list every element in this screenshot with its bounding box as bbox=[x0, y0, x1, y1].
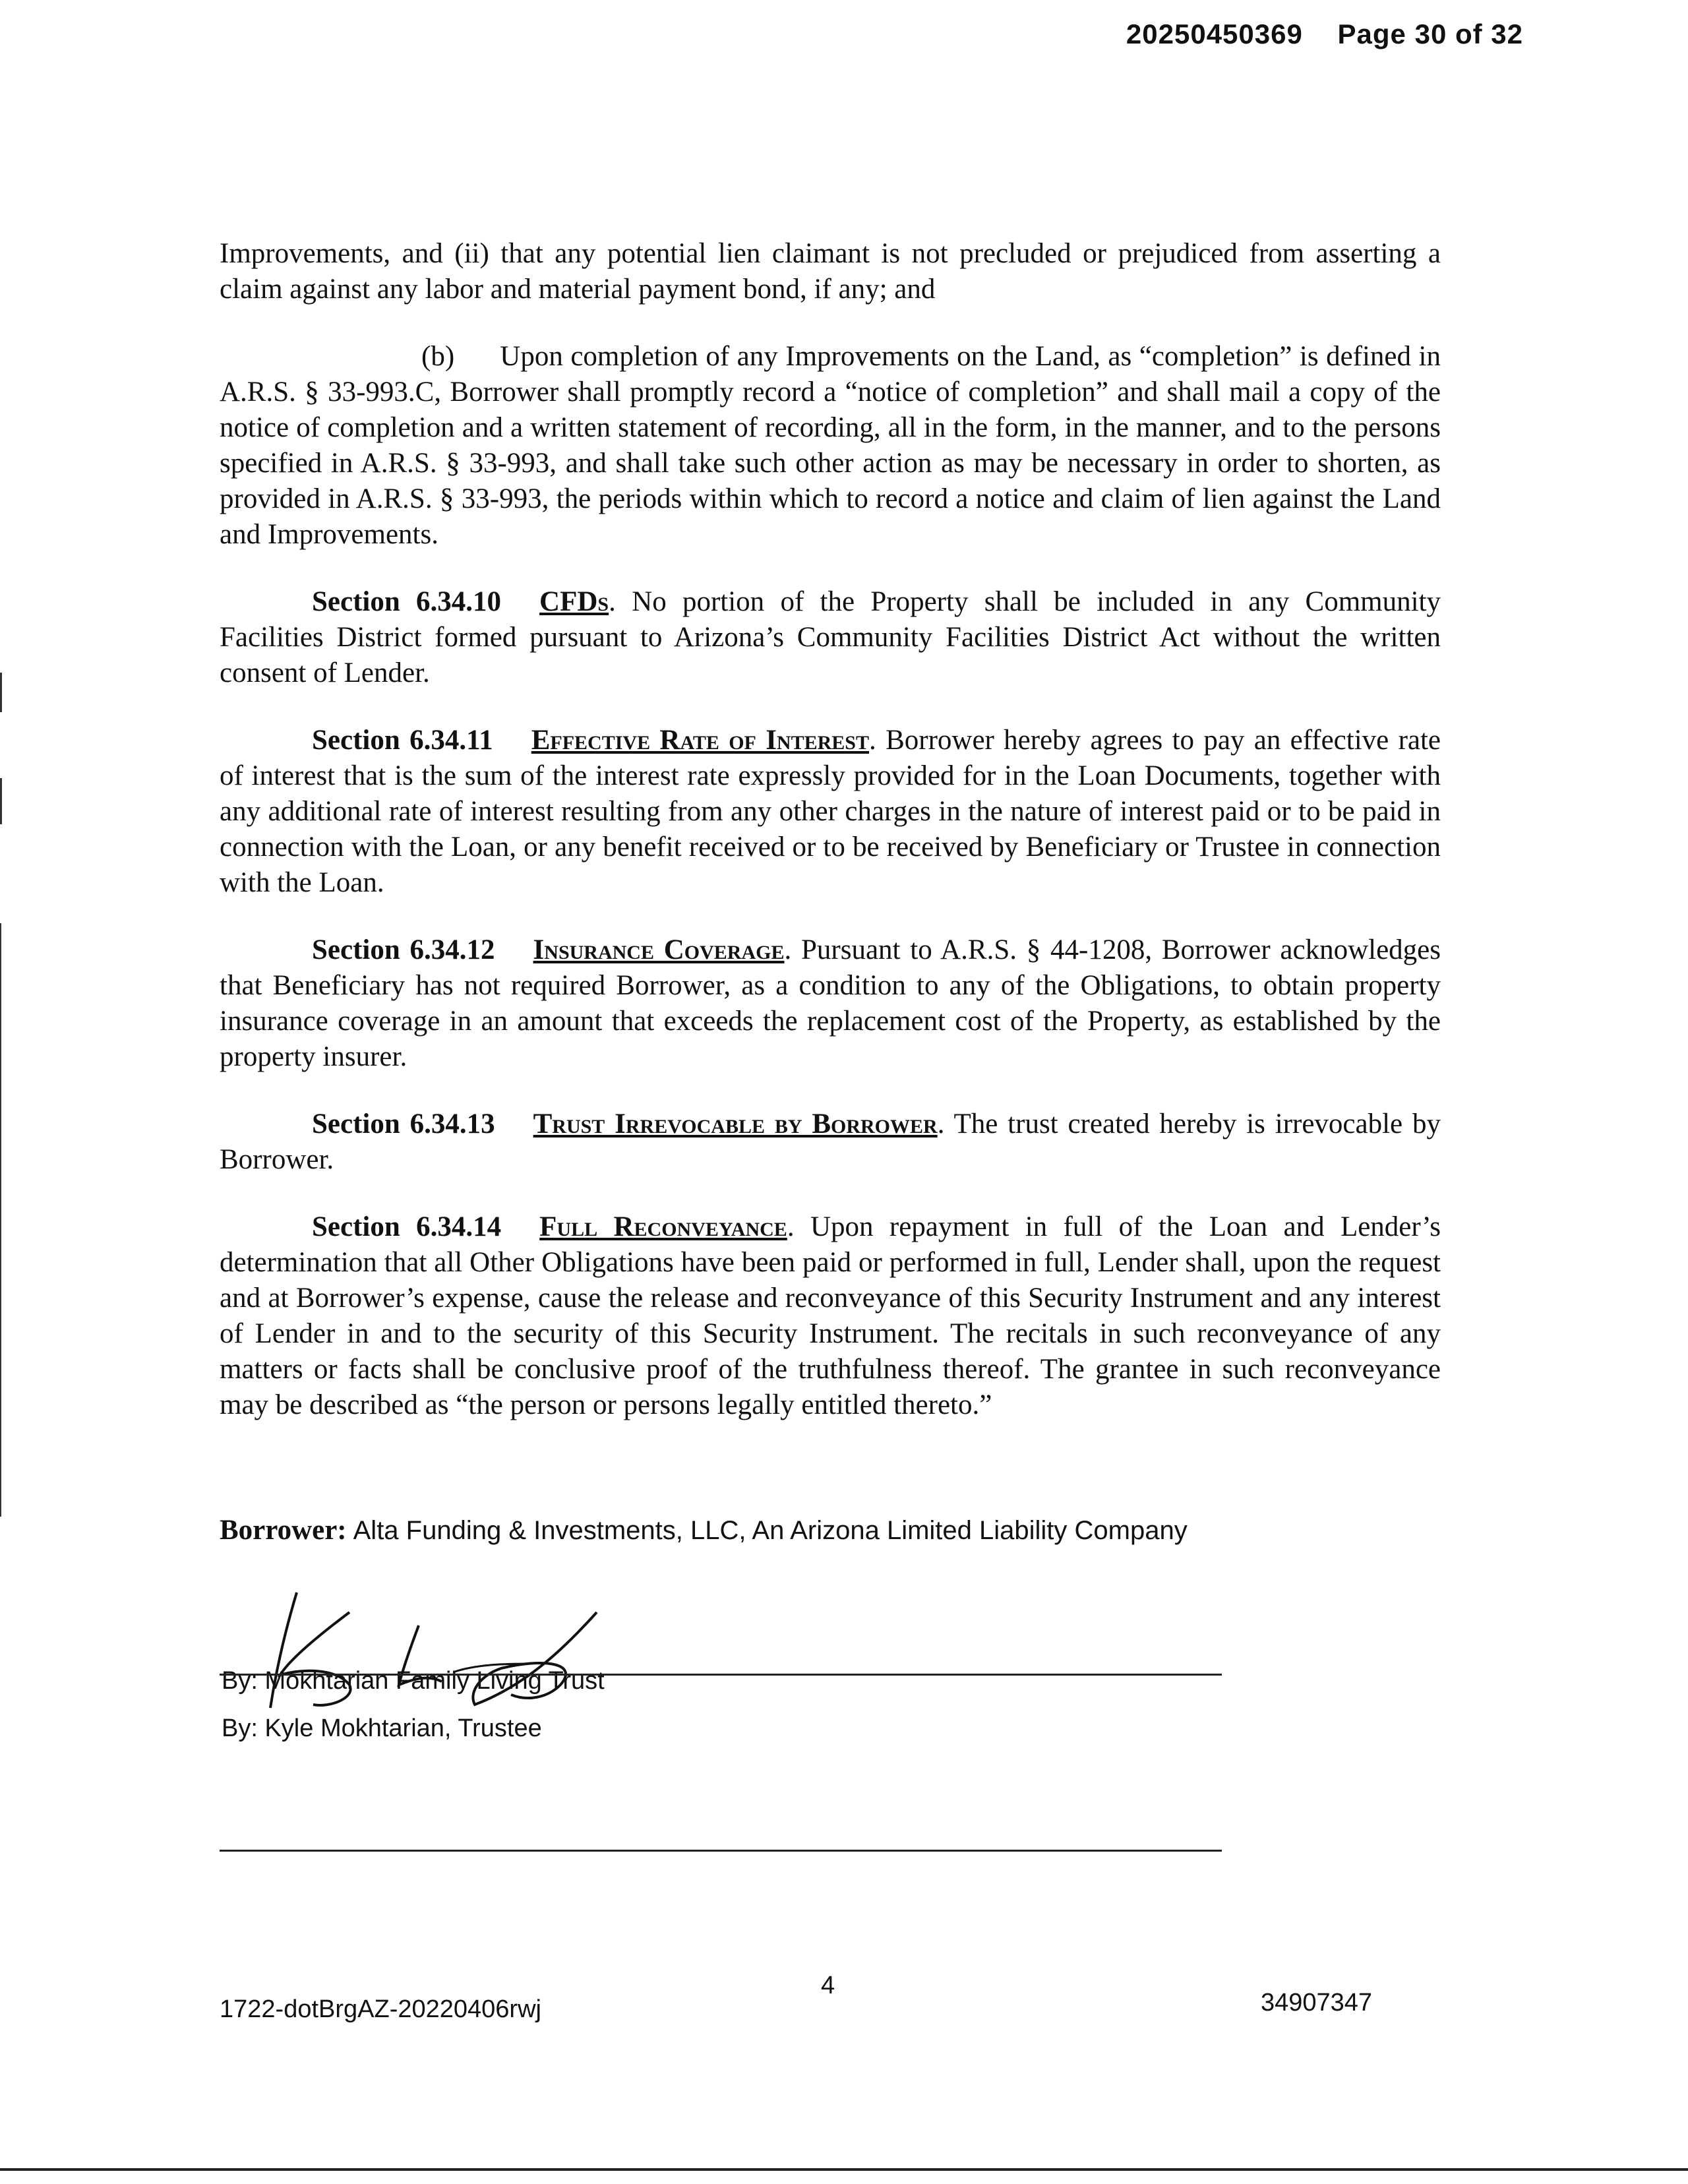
scan-edge-mark bbox=[0, 673, 2, 712]
section-title: Full Reconveyance bbox=[539, 1211, 787, 1242]
section-title: Trust Irrevocable by Borrower bbox=[533, 1108, 938, 1139]
paragraph-continuation: Improvements, and (ii) that any potential lien claimant is not precluded or prejudiced from asserting a claim against any labor and material payment bond, if any; and bbox=[220, 238, 1441, 305]
scan-edge-mark bbox=[0, 923, 1, 1517]
paragraph-b: (b) Upon completion of any Improvements on the Land, as “completion” is defined in A.R.S. § 33-993.C, Borrower shall promptly record a “notice of completion” and shall mail a copy of the notice of completion and a written statement of recording, all in the form, in the manner, and to the persons specified in A.R.S. § 33-993, and shall take such other action as may be necessary in order to shorten, as provided in A.R.S. § 33-993, the periods within which to record a notice and claim of lien against the Land and Improvements. bbox=[220, 341, 1441, 550]
section-text: . The trust created hereby is irrevocable by Borrower. bbox=[220, 1108, 1441, 1175]
scan-edge-mark bbox=[0, 778, 2, 824]
section-number: Section 6.34.14 bbox=[312, 1211, 502, 1242]
section-6-34-12 bbox=[220, 932, 1441, 1075]
signer-trustee: By: Kyle Mokhtarian, Trustee bbox=[222, 1714, 542, 1742]
borrower-name: Alta Funding & Investments, LLC, An Arizona Limited Liability Company bbox=[353, 1516, 1188, 1545]
document-body bbox=[220, 236, 1441, 1455]
section-6-34-14 bbox=[220, 1209, 1441, 1423]
footer-doc-code: 1722-dotBrgAZ-20220406rwj bbox=[220, 1995, 541, 2023]
section-title: CFDs bbox=[539, 586, 609, 617]
section-text: . No portion of the Property shall be included in any Community Facilities District formed pursuant to Arizona’s Community Facilities District Act without the written consent of Lender. bbox=[220, 586, 1441, 688]
page-indicator: Page 30 of 32 bbox=[1337, 18, 1523, 49]
scan-bottom-edge bbox=[0, 2168, 1688, 2171]
section-6-34-10 bbox=[220, 584, 1441, 691]
borrower-line bbox=[220, 1514, 1188, 1546]
section-title: Effective Rate of Interest bbox=[531, 725, 869, 756]
section-text: . Borrower hereby agrees to pay an effective rate of interest that is the sum of the interest rate expressly provided for in the Loan Documents, together with any additional rate of interest resulting from any other charges in the nature of interest paid or to be paid in connection with the Loan, or any benefit received or to be received by Beneficiary or Trustee in connection with the Loan. bbox=[220, 725, 1441, 898]
footer-page-number: 4 bbox=[821, 1972, 835, 1999]
section-number: Section 6.34.13 bbox=[312, 1108, 495, 1139]
signature-line-2 bbox=[220, 1850, 1222, 1852]
page-header bbox=[1126, 18, 1523, 50]
section-text: . Pursuant to A.R.S. § 44-1208, Borrower acknowledges that Beneficiary has not required Borrower, as a condition to any of the Obligations, to obtain property insurance coverage in an amount that exceeds the replacement cost of the Property, as established by the property insurer. bbox=[220, 934, 1441, 1072]
section-title: Insurance Coverage bbox=[533, 934, 785, 965]
section-text: . Upon repayment in full of the Loan and Lender’s determination that all Other Obligations have been paid or performed in full, Lender shall, upon the request and at Borrower’s expense, cause the release and reconveyance of this Security Instrument and any interest of Lender in and to the security of this Security Instrument. The recitals in such reconveyance of any matters or facts shall be conclusive proof of the truthfulness thereof. The grantee in such reconveyance may be described as “the person or persons legally entitled thereto.” bbox=[220, 1211, 1441, 1420]
section-6-34-13 bbox=[220, 1107, 1441, 1178]
section-number: Section 6.34.11 bbox=[312, 725, 493, 756]
signer-trust: By: Mokhtarian Family Living Trust bbox=[222, 1667, 605, 1695]
signature-line-1 bbox=[220, 1674, 1222, 1676]
section-number: Section 6.34.10 bbox=[312, 586, 502, 617]
recording-number: 20250450369 bbox=[1126, 18, 1303, 49]
borrower-label: Borrower: bbox=[220, 1515, 347, 1546]
section-number: Section 6.34.12 bbox=[312, 934, 495, 965]
footer-ref-number: 34907347 bbox=[1261, 1989, 1373, 2017]
section-6-34-11 bbox=[220, 723, 1441, 901]
